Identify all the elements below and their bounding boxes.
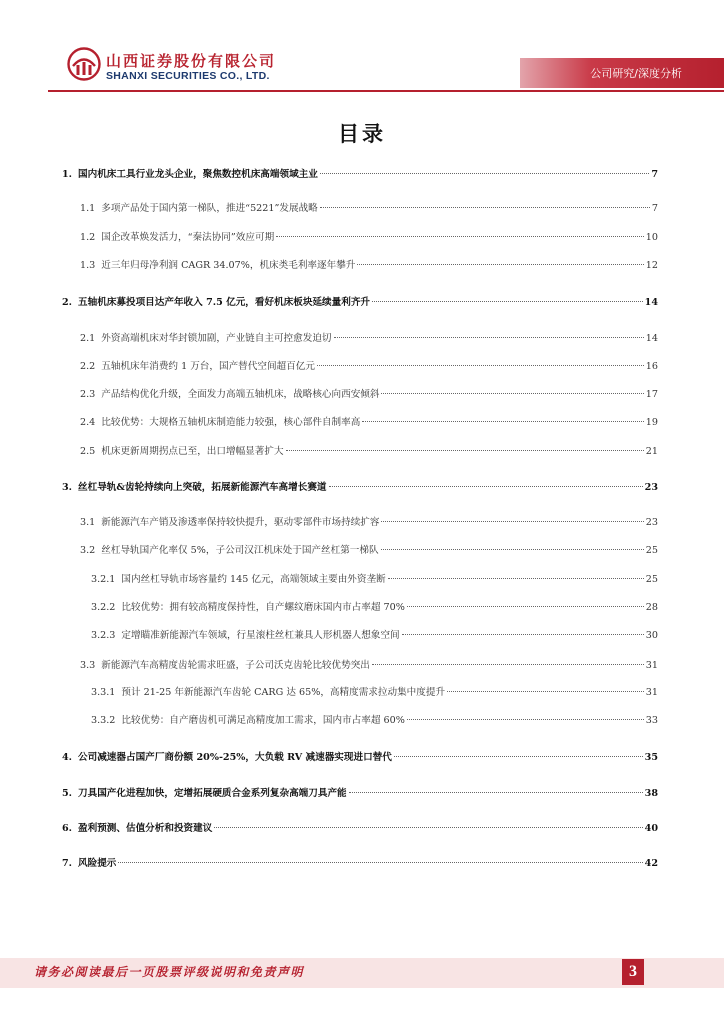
toc-entry-title: 公司减速器占国产厂商份额 20%-25%，大负载 RV 减速器实现进口替代 [78,752,392,763]
toc-entry-page: 25 [645,574,658,585]
toc-entry-page: 30 [645,630,658,641]
toc-entry-title: 丝杠导轨国产化率仅 5%，子公司汉江机床处于国产丝杠第一梯队 [101,545,379,556]
toc-entry-number: 2.5 [80,446,96,457]
toc-entry[interactable] [80,445,658,459]
toc-entry-page: 19 [645,417,658,428]
toc-entry[interactable] [80,360,658,374]
toc-entry-number: 3.1 [80,517,96,528]
toc-leader-dots [334,337,644,338]
toc-entry[interactable] [62,857,658,871]
toc-entry[interactable] [62,481,658,495]
toc-title: 目录 [338,122,386,146]
toc-entry[interactable] [62,822,658,836]
toc-leader-dots [320,207,650,208]
toc-leader-dots [407,606,644,607]
toc-leader-dots [214,827,642,828]
toc-leader-dots [402,634,644,635]
toc-entry[interactable] [91,573,658,587]
toc-entry-title: 预计 21-25 年新能源汽车齿轮 CARG 达 65%，高精度需求拉动集中度提升 [121,687,446,698]
toc-entry-number: 2.3 [80,389,96,400]
toc-entry-page: 35 [644,752,658,763]
toc-entry-number: 1.3 [80,260,96,271]
toc-entry-title: 刀具国产化进程加快，定增拓展硬质合金系列复杂高端刀具产能 [78,788,347,799]
toc-entry-page: 42 [644,858,658,869]
toc-entry-number: 3.2 [80,545,96,556]
footer-disclaimer: 请务必阅读最后一页股票评级说明和免责声明 [34,965,305,979]
toc-leader-dots [372,664,644,665]
toc-leader-dots [407,719,644,720]
page-number: 3 [622,959,644,985]
toc-entry-title: 五轴机床年消费约 1 万台，国产替代空间超百亿元 [101,361,315,372]
toc-entry-title: 比较优势：拥有较高精度保持性，自产螺纹磨床国内市占率超 70% [121,602,405,613]
toc-leader-dots [447,691,644,692]
toc-leader-dots [381,549,644,550]
shanxi-securities-logo-icon [67,47,101,81]
toc-entry-number: 3.3 [80,660,96,671]
toc-entry-number: 2. [62,297,73,308]
toc-entry[interactable] [80,231,658,245]
toc-entry-title: 多项产品处于国内第一梯队，推进“5221”发展战略 [101,203,318,214]
toc-entry-number: 1.1 [80,203,96,214]
toc-entry[interactable] [62,751,658,765]
toc-entry-title: 机床更新周期拐点已至，出口增幅显著扩大 [101,446,284,457]
toc-leader-dots [320,173,649,174]
toc-entry-title: 比较优势：大规格五轴机床制造能力较强，核心部件自制率高 [101,417,361,428]
toc-entry-number: 1.2 [80,232,96,243]
toc-entry-page: 12 [645,260,658,271]
toc-entry-page: 21 [645,446,658,457]
toc-entry[interactable] [80,659,658,673]
report-type-tag: 公司研究/深度分析 [590,67,682,80]
toc-entry[interactable] [80,544,658,558]
toc-entry-title: 国企改革焕发活力，“秦法协同”效应可期 [101,232,275,243]
toc-leader-dots [349,792,643,793]
toc-entry[interactable] [91,629,658,643]
toc-entry-number: 2.4 [80,417,96,428]
toc-entry[interactable] [80,202,658,216]
toc-entry[interactable] [91,714,658,728]
toc-entry-page: 38 [644,788,658,799]
toc-entry-number: 5. [62,788,73,799]
toc-leader-dots [381,393,643,394]
toc-entry-page: 7 [651,169,658,180]
toc-leader-dots [286,450,644,451]
toc-entry-number: 3. [62,482,73,493]
toc-entry-title: 风险提示 [78,858,117,869]
toc-entry-page: 23 [645,517,658,528]
toc-leader-dots [276,236,644,237]
toc-entry-page: 40 [644,823,658,834]
toc-entry-title: 五轴机床募投项目达产年收入 7.5 亿元，看好机床板块延续量利齐升 [78,297,371,308]
toc-leader-dots [388,578,644,579]
toc-entry-title: 近三年归母净利润 CAGR 34.07%，机床类毛利率逐年攀升 [101,260,356,271]
toc-leader-dots [329,486,643,487]
toc-entry[interactable] [80,388,658,402]
toc-entry-number: 2.1 [80,333,96,344]
toc-leader-dots [394,756,643,757]
toc-entry-number: 3.2.3 [91,630,116,641]
toc-entry-title: 比较优势：自产磨齿机可满足高精度加工需求，国内市占率超 60% [121,715,405,726]
toc-leader-dots [357,264,643,265]
toc-entry-title: 丝杠导轨&齿轮持续向上突破，拓展新能源汽车高增长赛道 [78,482,327,493]
header-divider [48,90,724,92]
toc-entry-page: 28 [645,602,658,613]
toc-entry-page: 7 [651,203,658,214]
toc-entry[interactable] [62,296,658,310]
toc-entry[interactable] [80,516,658,530]
toc-entry-title: 新能源汽车产销及渗透率保持较快提升，驱动零部件市场持续扩容 [101,517,380,528]
toc-entry-page: 31 [645,687,658,698]
toc-entry-title: 外资高端机床对华封锁加剧，产业链自主可控愈发迫切 [101,333,332,344]
toc-leader-dots [372,301,643,302]
toc-entry[interactable] [80,416,658,430]
page-header [0,0,724,100]
toc-entry-number: 6. [62,823,73,834]
toc-entry-title: 新能源汽车高精度齿轮需求旺盛，子公司沃克齿轮比较优势突出 [101,660,370,671]
toc-leader-dots [381,521,643,522]
toc-entry[interactable] [62,168,658,182]
toc-leader-dots [362,421,643,422]
toc-entry[interactable] [80,259,658,273]
toc-entry-title: 定增瞄准新能源汽车领域，行星滚柱丝杠兼具人形机器人想象空间 [121,630,400,641]
toc-leader-dots [317,365,644,366]
toc-entry[interactable] [62,787,658,801]
toc-entry-page: 33 [645,715,658,726]
toc-entry-number: 4. [62,752,73,763]
toc-leader-dots [118,862,642,863]
toc-entry[interactable] [80,332,658,346]
toc-entry-title: 国内机床工具行业龙头企业，聚焦数控机床高端领域主业 [78,169,318,180]
toc-entry-page: 10 [645,232,658,243]
toc-entry-page: 14 [644,297,658,308]
toc-entry-number: 1. [62,169,73,180]
toc-entry-number: 7. [62,858,73,869]
company-name-cn: 山西证券股份有限公司 [106,52,277,70]
toc-entry-number: 2.2 [80,361,96,372]
company-name-en: SHANXI SECURITIES CO., LTD. [106,70,270,82]
toc-entry-page: 17 [645,389,658,400]
toc-entry[interactable] [91,686,658,700]
toc-entry-number: 3.3.1 [91,687,116,698]
toc-entry-title: 产品结构优化升级，全面发力高端五轴机床，战略核心向西安倾斜 [101,389,380,400]
toc-entry-title: 盈利预测、估值分析和投资建议 [78,823,213,834]
toc-entry[interactable] [91,601,658,615]
toc-entry-title: 国内丝杠导轨市场容量约 145 亿元，高端领域主要由外资垄断 [121,574,386,585]
toc-entry-number: 3.2.1 [91,574,116,585]
toc-entry-number: 3.3.2 [91,715,116,726]
toc-entry-page: 16 [645,361,658,372]
toc-entry-page: 23 [644,482,658,493]
toc-entry-page: 25 [645,545,658,556]
toc-entry-page: 14 [645,333,658,344]
toc-entry-page: 31 [645,660,658,671]
toc-entry-number: 3.2.2 [91,602,116,613]
